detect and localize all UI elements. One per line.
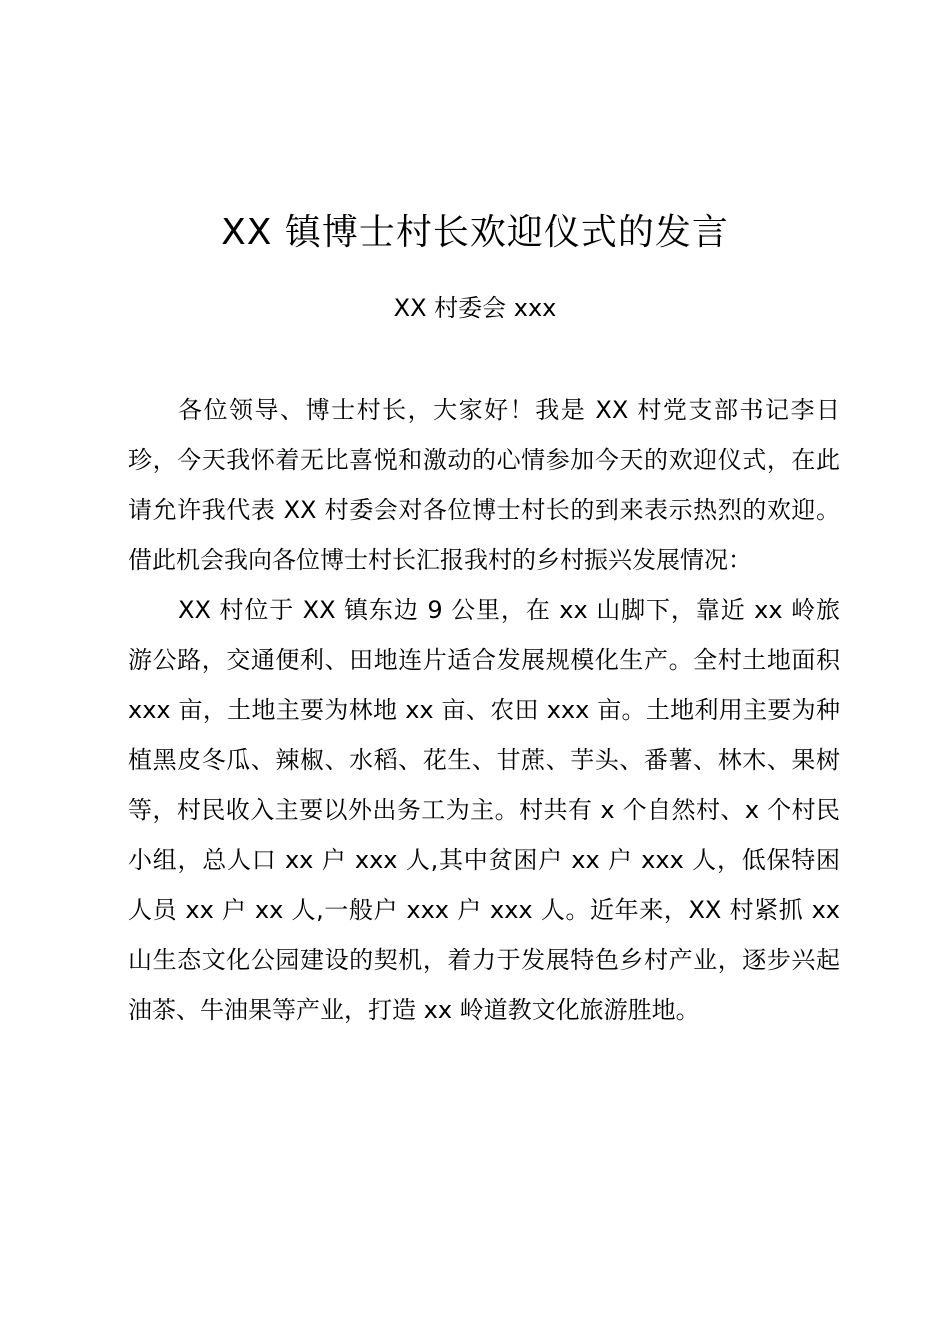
document-title: XX 镇博士村长欢迎仪式的发言 [221, 212, 729, 253]
paragraph-1: 各位领导、博士村长，大家好！我是 XX 村党支部书记李日珍，今天我怀着无比喜悦和激动的心情参加今天的欢迎仪式，在此请允许我代表 XX 村委会对各位博士村长的到来表示热烈的欢迎。借此机会我向各位博士村长汇报我村的乡村振兴发展情况： [128, 396, 840, 574]
document-body [128, 385, 840, 1035]
document-author: XX 村委会 xxx [393, 294, 557, 322]
paragraph-2: XX 村位于 XX 镇东边 9 公里，在 xx 山脚下，靠近 xx 岭旅游公路，交通便利、田地连片适合发展规模化生产。全村土地面积 xxx 亩，土地主要为林地 xx 亩、农田 xxx 亩。土地利用主要为种植黑皮冬瓜、辣椒、水稻、花生、甘蔗、芋头、番薯、林木、果树等，村民收入主要以外出务工为主。村共有 x 个自然村、x 个村民小组，总人口 xx 户 xxx 人,其中贫困户 xx 户 xxx 人，低保特困人员 xx 户 xx 人,一般户 xxx 户 xxx 人。近年来，XX 村紧抓 xx 山生态文化公园建设的契机，着力于发展特色乡村产业，逐步兴起油茶、牛油果等产业，打造 xx 岭道教文化旅游胜地。 [128, 596, 840, 1024]
